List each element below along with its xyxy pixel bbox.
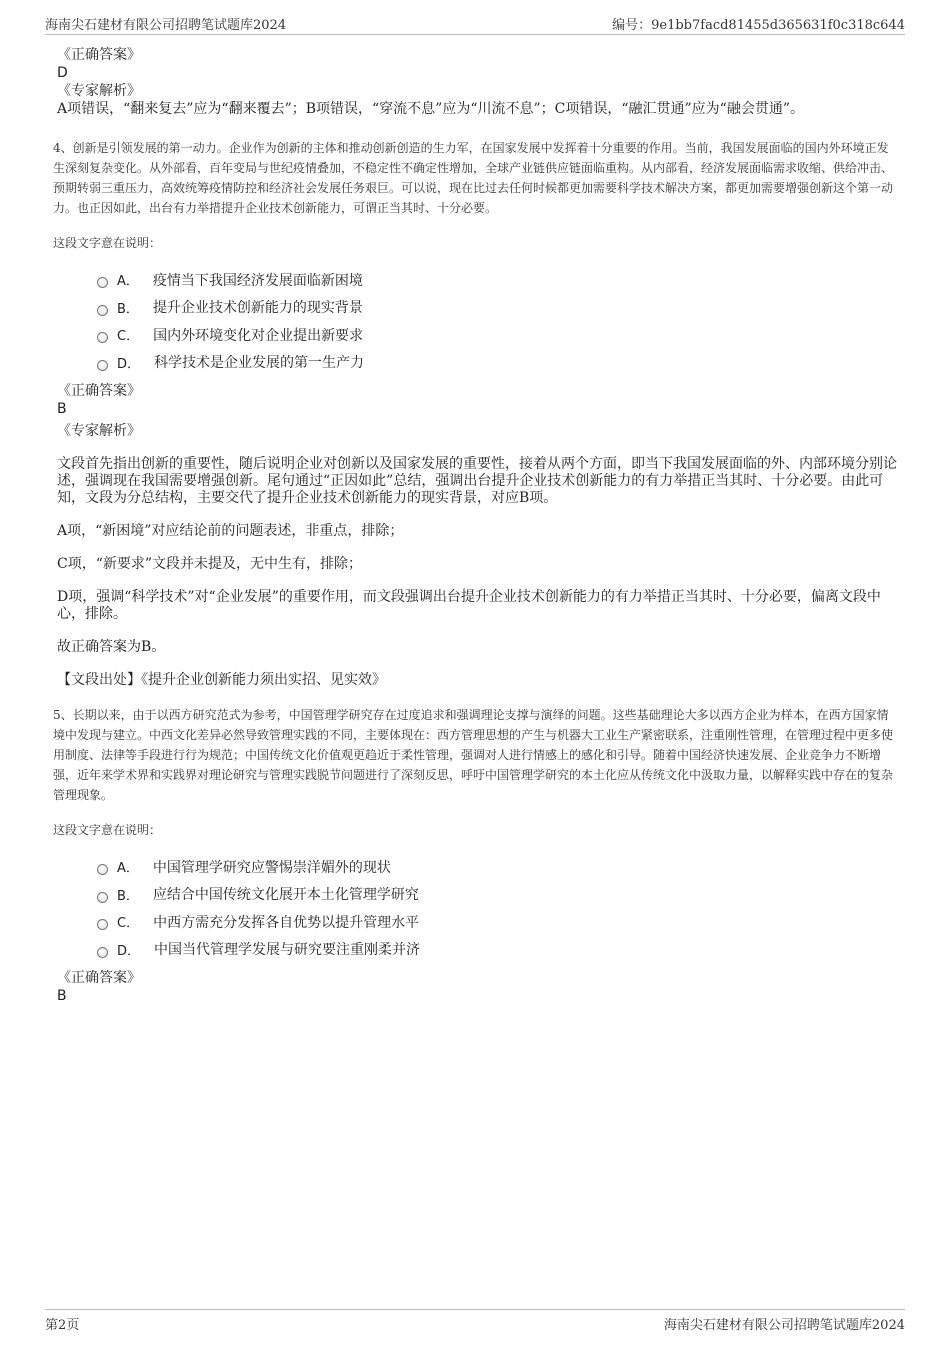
q5-answer-label: 《正确答案》 — [57, 970, 141, 986]
q5-option-c[interactable] — [97, 908, 897, 936]
q3-analysis-label: 《专家解析》 — [57, 83, 141, 99]
q4-source: 【文段出处】《提升企业创新能力须出实招、见实效》 — [57, 672, 386, 688]
q3-answer-label: 《正确答案》 — [57, 47, 141, 63]
q4-analysis-label: 《专家解析》 — [57, 423, 141, 439]
q5-option-b[interactable] — [97, 881, 897, 909]
option-text: 提升企业技术创新能力的现实背景 — [152, 300, 363, 317]
option-letter: D． — [117, 356, 141, 372]
q3-answer: D — [57, 65, 68, 81]
radio-icon[interactable] — [97, 892, 108, 903]
q4-options — [97, 266, 897, 376]
q4-answer-label: 《正确答案》 — [57, 383, 141, 399]
q5-stem: 5、长期以来，由于以西方研究范式为参考，中国管理学研究存在过度追求和强调理论支撑与演绎的问题。这些基础理论大多以西方企业为样本，在西方国家情境中发现与建立。中西文化差异必然导致管理实践的不同，主要体现在：西方管理思想的产生与机器大工业生产紧密联系，注重刚性管理，在管理过程中更多使用制度、法律等手段进行行为规范；中国传统文化价值观更趋近于柔性管理，强调对人进行情感上的感化和引导。随着中国经济快速发展、企业竞争力不断增强，近年来学术界和实践界对理论研究与管理实践脱节问题进行了深刻反思，呼吁中国管理学研究的本土化应从传统文化中汲取力量，以解释实践中存在的复杂管理现象。 — [53, 708, 894, 802]
q5-answer: B — [57, 988, 67, 1004]
q5-option-a[interactable] — [97, 853, 897, 881]
q5-prompt: 这段文字意在说明： — [53, 823, 162, 837]
option-letter: B． — [117, 888, 139, 904]
q5-options — [97, 853, 897, 963]
option-text: 疫情当下我国经济发展面临新困境 — [152, 272, 363, 289]
q4-answer: B — [57, 401, 67, 417]
option-letter: B． — [117, 301, 139, 317]
q4-option-c[interactable] — [97, 321, 897, 349]
radio-icon[interactable] — [97, 277, 108, 288]
option-text: 中国当代管理学发展与研究要注重刚柔并济 — [154, 942, 421, 959]
page-header — [45, 12, 905, 35]
radio-icon[interactable] — [97, 947, 108, 958]
page-content — [53, 46, 897, 1005]
q3-analysis: A项错误，“翻来复去”应为“翻来覆去”；B项错误，“穿流不息”应为“川流不息”；C项错误，“融汇贯通”应为“融会贯通”。 — [57, 101, 804, 117]
q4-stem: 4、创新是引领发展的第一动力。企业作为创新的主体和推动创新创造的生力军，在国家发展中发挥着十分重要的作用。当前，我国发展面临的国内外环境正发生深刻复杂变化。从外部看，百年变局与世纪疫情叠加，不稳定性不确定性增加，全球产业链供应链面临重构。从内部看，经济发展面临需求收缩、供给冲击、预期转弱三重压力，高效统筹疫情防控和经济社会发展任务艰巨。可以说，现在比过去任何时候都更加需要科学技术解决方案，都更加需要增强创新这个第一动力。也正因如此，出台有力举措提升企业技术创新能力，可谓正当其时、十分必要。 — [53, 141, 894, 215]
page-number: 第2页 — [45, 1318, 80, 1333]
q4-option-a[interactable] — [97, 266, 897, 294]
radio-icon[interactable] — [97, 360, 108, 371]
radio-icon[interactable] — [97, 864, 108, 875]
option-text: 中西方需充分发挥各自优势以提升管理水平 — [153, 914, 420, 931]
option-text: 科学技术是企业发展的第一生产力 — [154, 355, 365, 372]
option-text: 国内外环境变化对企业提出新要求 — [153, 327, 364, 344]
q4-analysis-a: A项，“新困境”对应结论前的问题表述，非重点，排除； — [57, 523, 404, 539]
q5-option-d[interactable] — [97, 936, 897, 964]
footer-title: 海南尖石建材有限公司招聘笔试题库2024 — [663, 1318, 905, 1333]
q4-analysis-d: D项，强调“科学技术”对“企业发展”的重要作用，而文段强调出台提升企业技术创新能力的有力举措正当其时、十分必要，偏离文段中心，排除。 — [57, 589, 881, 622]
option-letter: A． — [117, 274, 139, 290]
header-title: 海南尖石建材有限公司招聘笔试题库2024 — [45, 18, 287, 33]
option-letter: C． — [117, 329, 140, 345]
radio-icon[interactable] — [97, 305, 108, 316]
option-letter: A． — [117, 861, 139, 877]
q4-analysis-c: C项，“新要求”文段并未提及，无中生有，排除； — [57, 556, 363, 572]
q4-prompt: 这段文字意在说明： — [53, 236, 162, 250]
q4-option-d[interactable] — [97, 349, 897, 377]
page-footer — [45, 1309, 905, 1334]
radio-icon[interactable] — [97, 332, 108, 343]
radio-icon[interactable] — [97, 919, 108, 930]
option-text: 应结合中国传统文化展开本土化管理学研究 — [152, 887, 419, 904]
option-letter: C． — [117, 916, 140, 932]
q4-option-b[interactable] — [97, 294, 897, 322]
option-letter: D． — [117, 943, 141, 959]
q4-analysis-main: 文段首先指出创新的重要性，随后说明企业对创新以及国家发展的重要性，接着从两个方面，即当下我国发展面临的外、内部环境分别论述，强调现在我国需要增强创新。尾句通过“正因如此”总结，强调出台提升企业技术创新能力的有力举措正当其时、十分必要。由此可知，文段为分总结构，主要交代了提升企业技术创新能力的现实背景，对应B项。 — [57, 456, 897, 506]
q4-analysis-conclusion: 故正确答案为B。 — [57, 639, 166, 655]
option-text: 中国管理学研究应警惕崇洋媚外的现状 — [152, 859, 391, 876]
header-serial: 编号：9e1bb7facd81455d365631f0c318c644 — [612, 18, 905, 33]
